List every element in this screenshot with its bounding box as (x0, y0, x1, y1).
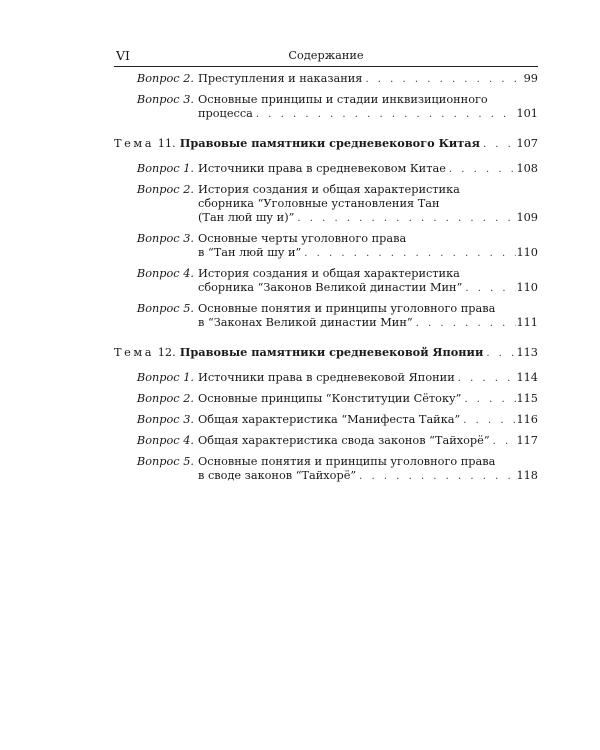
entry-text: Основные черты уголовного права (198, 232, 407, 245)
dot-leader (461, 393, 516, 407)
dot-leader (480, 138, 516, 152)
toc-line (198, 413, 538, 428)
entry-body (198, 162, 538, 177)
dot-leader (490, 435, 516, 449)
toc-line (198, 72, 538, 87)
dot-leader (294, 212, 516, 226)
entry-text: сборника “Законов Великой династии Мин” (198, 281, 463, 294)
entry-body (180, 136, 538, 152)
toc-page (114, 46, 538, 484)
toc-line (198, 392, 538, 407)
page-number: VI (116, 48, 130, 63)
toc-question-entry[interactable] (114, 162, 538, 177)
entry-text: сборника “Уголовные установления Тан (198, 197, 440, 210)
toc-line (180, 136, 538, 152)
toc-line (198, 469, 538, 484)
toc-question-entry[interactable] (114, 302, 538, 331)
entry-text: в “Законах Великой династии Мин” (198, 316, 413, 329)
question-label (114, 93, 198, 107)
toc-line (198, 455, 538, 469)
table-of-contents (114, 72, 538, 484)
entry-text: Основные понятия и принципы уголовного права (198, 302, 496, 315)
theme-prefix: Тема (114, 137, 155, 150)
toc-line (198, 183, 538, 197)
entry-text: Правовые памятники средневековой Японии (179, 345, 484, 359)
entry-text: (Тан люй шу и)” (198, 211, 295, 224)
toc-question-entry[interactable] (114, 232, 538, 261)
entry-body (198, 267, 538, 296)
question-label (114, 72, 198, 86)
entry-body (198, 434, 538, 449)
toc-question-entry[interactable] (114, 93, 538, 122)
question-label-text: Вопрос 2. (136, 392, 194, 405)
running-head (114, 46, 538, 67)
entry-body (198, 413, 538, 428)
page-ref: 108 (516, 162, 538, 175)
theme-number: 12. (157, 346, 176, 359)
page-ref: 114 (516, 371, 538, 384)
toc-line (198, 371, 538, 386)
toc-line (198, 93, 538, 107)
theme-prefix: Тема (114, 346, 155, 359)
toc-question-entry[interactable] (114, 455, 538, 484)
theme-number: 11. (157, 137, 176, 150)
entry-body (198, 72, 538, 87)
question-label (114, 302, 198, 316)
toc-question-entry[interactable] (114, 413, 538, 428)
dot-leader (455, 372, 516, 386)
running-title: Содержание (288, 49, 364, 62)
page-ref: 118 (516, 469, 538, 482)
question-label-text: Вопрос 5. (136, 302, 194, 315)
toc-line (198, 267, 538, 281)
entry-text: Общая характеристика “Манифеста Тайка” (198, 413, 461, 426)
entry-text: в своде законов “Тайхорё” (198, 469, 357, 482)
page-ref: 99 (523, 72, 538, 85)
question-label (114, 392, 198, 406)
entry-text: в “Тан люй шу и” (198, 246, 302, 259)
entry-body (198, 392, 538, 407)
dot-leader (460, 414, 516, 428)
entry-text: Источники права в средневековой Японии (198, 371, 455, 384)
question-label-text: Вопрос 1. (136, 371, 194, 384)
toc-question-entry[interactable] (114, 183, 538, 226)
question-label (114, 232, 198, 246)
toc-theme-entry[interactable] (114, 136, 538, 152)
toc-line (198, 246, 538, 261)
entry-text: История создания и общая характеристика (198, 183, 460, 196)
question-label (114, 162, 198, 176)
toc-line (180, 345, 538, 361)
page-ref: 110 (516, 246, 538, 259)
entry-text: Преступления и наказания (198, 72, 363, 85)
toc-line (198, 232, 538, 246)
entry-body (198, 455, 538, 484)
question-label-text: Вопрос 3. (136, 93, 194, 106)
toc-line (198, 316, 538, 331)
entry-text: Общая характеристика свода законов “Тайхорё” (198, 434, 490, 447)
question-label-text: Вопрос 4. (136, 267, 194, 280)
toc-line (198, 197, 538, 211)
page-ref: 107 (516, 137, 538, 150)
toc-question-entry[interactable] (114, 371, 538, 386)
entry-body (198, 302, 538, 331)
toc-line (198, 107, 538, 122)
entry-body (180, 345, 538, 361)
dot-leader (362, 73, 516, 87)
dot-leader (483, 347, 516, 361)
toc-question-entry[interactable] (114, 392, 538, 407)
question-label (114, 413, 198, 427)
entry-text: Источники права в средневековом Китае (198, 162, 446, 175)
question-label-text: Вопрос 4. (136, 434, 194, 447)
entry-text: Основные принципы и стадии инквизиционного (198, 93, 488, 106)
entry-body (198, 183, 538, 226)
toc-line (198, 302, 538, 316)
toc-line (198, 281, 538, 296)
page-ref: 111 (516, 316, 538, 329)
question-label (114, 434, 198, 448)
toc-question-entry[interactable] (114, 267, 538, 296)
question-label (114, 183, 198, 197)
question-label (114, 455, 198, 469)
question-label (114, 371, 198, 385)
theme-label (114, 346, 180, 360)
theme-label (114, 137, 180, 151)
toc-question-entry[interactable] (114, 72, 538, 87)
toc-line (198, 211, 538, 226)
page-ref: 113 (516, 346, 538, 359)
page-ref: 109 (516, 211, 538, 224)
dot-leader (301, 247, 516, 261)
toc-question-entry[interactable] (114, 434, 538, 449)
question-label (114, 267, 198, 281)
question-label-text: Вопрос 2. (136, 72, 194, 85)
page-ref: 117 (516, 434, 538, 447)
page-ref: 116 (516, 413, 538, 426)
toc-line (198, 434, 538, 449)
entry-text: Правовые памятники средневекового Китая (179, 136, 480, 150)
page-ref: 110 (516, 281, 538, 294)
entry-body (198, 371, 538, 386)
question-label-text: Вопрос 2. (136, 183, 194, 196)
dot-leader (462, 282, 516, 296)
question-label-text: Вопрос 3. (136, 232, 194, 245)
entry-text: История создания и общая характеристика (198, 267, 460, 280)
entry-text: Основные принципы “Конституции Сётоку” (198, 392, 462, 405)
toc-line (198, 162, 538, 177)
dot-leader (446, 163, 516, 177)
question-label-text: Вопрос 5. (136, 455, 194, 468)
page-ref: 115 (516, 392, 538, 405)
entry-body (198, 93, 538, 122)
entry-body (198, 232, 538, 261)
toc-theme-entry[interactable] (114, 345, 538, 361)
question-label-text: Вопрос 1. (136, 162, 194, 175)
dot-leader (253, 108, 516, 122)
dot-leader (356, 470, 516, 484)
question-label-text: Вопрос 3. (136, 413, 194, 426)
entry-text: процесса (198, 107, 253, 120)
dot-leader (413, 317, 516, 331)
page-ref: 101 (516, 107, 538, 120)
entry-text: Основные понятия и принципы уголовного права (198, 455, 496, 468)
